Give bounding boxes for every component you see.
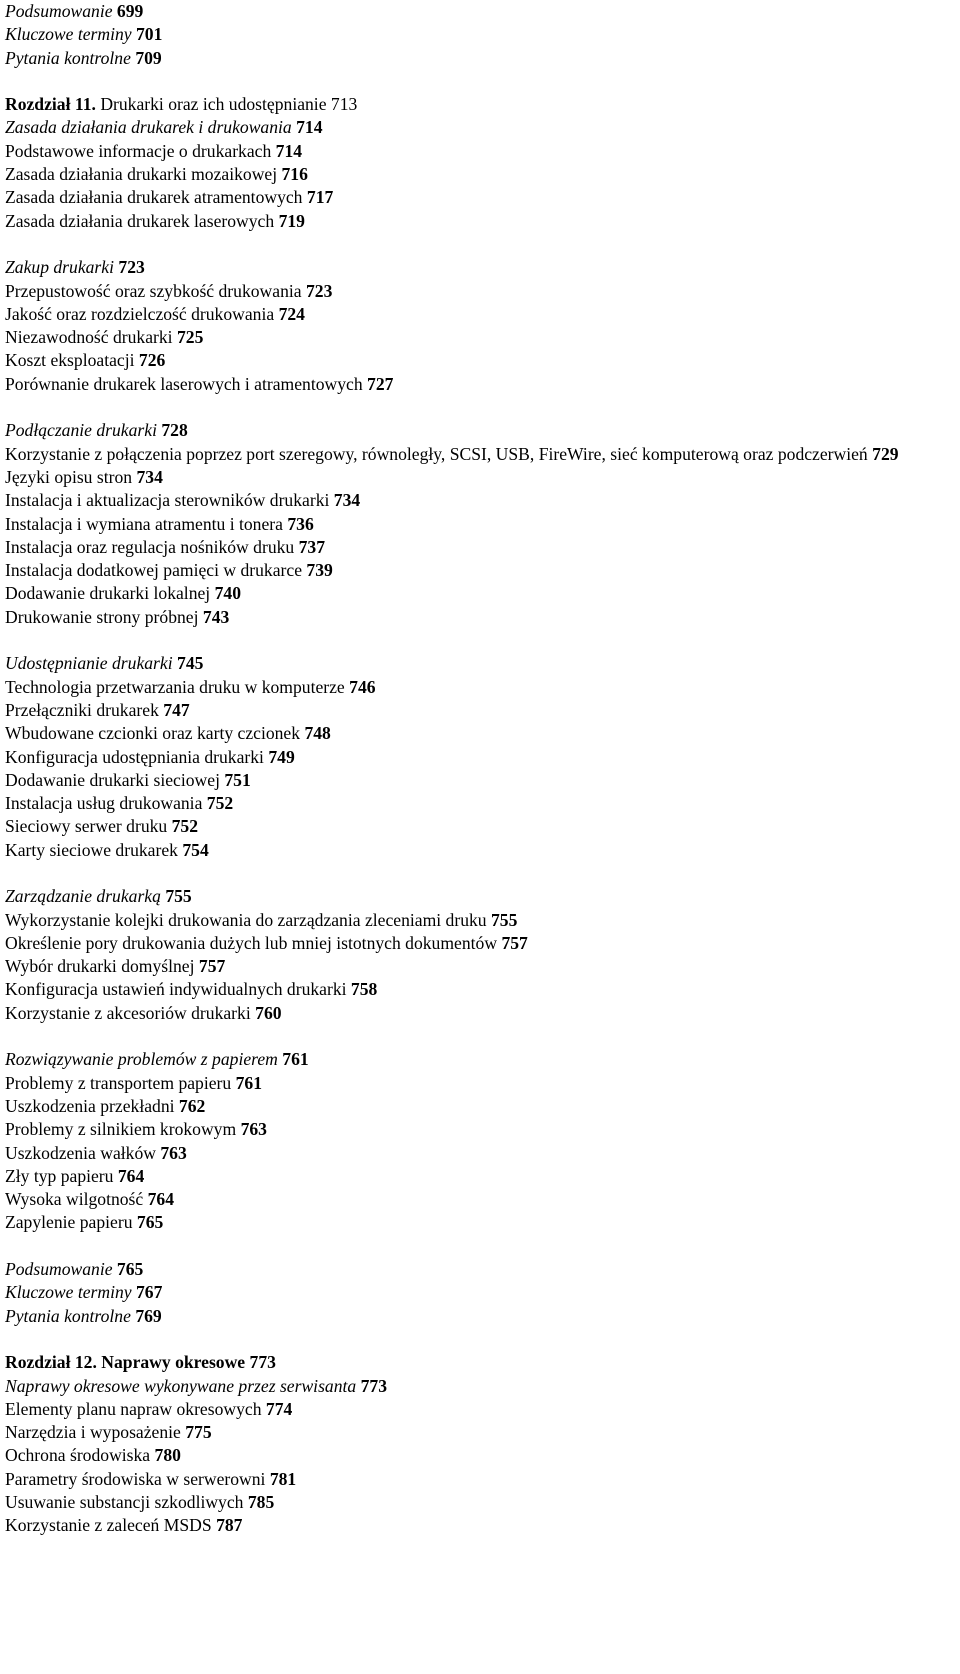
toc-entry <box>5 1072 960 1095</box>
entry-title: Podłączanie drukarki <box>5 420 157 441</box>
toc-entry <box>5 349 960 372</box>
page-number: 752 <box>206 793 234 814</box>
chapter-number: Rozdział 12. <box>5 1352 97 1373</box>
page-number: 734 <box>333 490 361 511</box>
toc-entry <box>5 792 960 815</box>
toc-section-heading <box>5 0 960 23</box>
entry-title: Drukowanie strony próbnej <box>5 606 199 627</box>
toc-entry <box>5 513 960 536</box>
toc-section-heading <box>5 1305 960 1328</box>
section-spacer <box>5 629 960 652</box>
page-number: 734 <box>136 466 163 487</box>
page-number: 728 <box>161 420 188 441</box>
toc-entry <box>5 280 960 303</box>
toc-entry <box>5 746 960 769</box>
toc-entry <box>5 1444 960 1467</box>
entry-title: Dodawanie drukarki lokalnej <box>5 583 211 604</box>
entry-title: Parametry środowiska w serwerowni <box>5 1468 266 1489</box>
toc-entry <box>5 978 960 1001</box>
page-number: 763 <box>240 1119 267 1140</box>
section-spacer <box>5 1025 960 1048</box>
toc-entry <box>5 1421 960 1444</box>
toc-entry <box>5 932 960 955</box>
entry-title: Naprawy okresowe <box>101 1352 246 1373</box>
page-number: 787 <box>216 1515 243 1536</box>
entry-title: Zasada działania drukarki mozaikowej <box>5 164 278 185</box>
toc-entry <box>5 1165 960 1188</box>
page-number: 719 <box>278 210 305 231</box>
toc-entry <box>5 303 960 326</box>
entry-title: Korzystanie z połączenia poprzez port szeregowy, równoległy, SCSI, USB, FireWire, sieć komputerową oraz podczerwień <box>5 443 868 464</box>
page-number: 729 <box>872 443 899 464</box>
entry-title: Porównanie drukarek laserowych i atramentowych <box>5 373 363 394</box>
page-number: 747 <box>163 699 190 720</box>
entry-title: Instalacja i aktualizacja sterowników drukarki <box>5 490 330 511</box>
section-spacer <box>5 233 960 256</box>
entry-title: Naprawy okresowe wykonywane przez serwisanta <box>5 1375 357 1396</box>
toc-entry <box>5 1095 960 1118</box>
entry-title: Zarządzanie drukarką <box>5 886 161 907</box>
page-number: 755 <box>165 886 192 907</box>
entry-title: Korzystanie z zaleceń MSDS <box>5 1515 212 1536</box>
toc-entry <box>5 1142 960 1165</box>
toc-entry <box>5 1468 960 1491</box>
toc-entry <box>5 466 960 489</box>
page-number: 757 <box>198 956 226 977</box>
entry-title: Problemy z silnikiem krokowym <box>5 1119 237 1140</box>
page-number: 773 <box>360 1375 387 1396</box>
page-number: 781 <box>269 1468 297 1489</box>
entry-title: Przepustowość oraz szybkość drukowania <box>5 280 302 301</box>
toc-entry <box>5 1211 960 1234</box>
entry-title: Zasada działania drukarek atramentowych <box>5 187 303 208</box>
page-number: 736 <box>287 513 314 534</box>
page-number: 745 <box>177 653 204 674</box>
toc-entry <box>5 373 960 396</box>
page-number: 739 <box>306 560 333 581</box>
toc-section-heading <box>5 1258 960 1281</box>
toc-section <box>5 256 960 396</box>
toc-entry <box>5 955 960 978</box>
entry-title: Usuwanie substancji szkodliwych <box>5 1492 244 1512</box>
page-number: 740 <box>214 583 241 604</box>
entry-title: Konfiguracja ustawień indywidualnych drukarki <box>5 979 347 1000</box>
toc-entry <box>5 140 960 163</box>
page-number: 761 <box>282 1049 309 1070</box>
page-number: 765 <box>136 1212 164 1233</box>
entry-title: Narzędzia i wyposażenie <box>5 1422 181 1443</box>
entry-title: Przełączniki drukarek <box>5 699 159 720</box>
entry-title: Kluczowe terminy <box>5 24 132 45</box>
page-number: 751 <box>224 769 251 790</box>
entry-title: Pytania kontrolne <box>5 47 131 68</box>
entry-title: Zły typ papieru <box>5 1165 114 1186</box>
entry-title: Zasada działania drukarek laserowych <box>5 210 275 231</box>
toc-entry <box>5 536 960 559</box>
entry-title: Instalacja dodatkowej pamięci w drukarce <box>5 560 303 581</box>
toc-entry <box>5 559 960 582</box>
toc-section-heading <box>5 1281 960 1304</box>
toc-section <box>5 885 960 1025</box>
page-number: 713 <box>330 94 358 115</box>
toc-section <box>5 419 960 629</box>
entry-title: Koszt eksploatacji <box>5 350 135 371</box>
entry-title: Uszkodzenia wałków <box>5 1142 156 1163</box>
toc-entry <box>5 839 960 862</box>
toc-section <box>5 1258 960 1328</box>
toc-entry <box>5 443 955 466</box>
page-number: 717 <box>306 187 334 208</box>
entry-title: Zapylenie papieru <box>5 1212 133 1233</box>
page-number: 761 <box>235 1072 263 1093</box>
page-number: 746 <box>349 676 376 697</box>
page-number: 724 <box>278 303 305 324</box>
entry-title: Technologia przetwarzania druku w komputerze <box>5 676 345 697</box>
entry-title: Pytania kontrolne <box>5 1305 131 1326</box>
page-number: 701 <box>135 24 163 45</box>
entry-title: Wysoka wilgotność <box>5 1189 144 1210</box>
toc-entry <box>5 676 960 699</box>
toc-entry <box>5 326 960 349</box>
entry-title: Instalacja oraz regulacja nośników druku <box>5 536 295 557</box>
page-number: 785 <box>247 1492 275 1512</box>
page-number: 716 <box>281 164 308 185</box>
entry-title: Jakość oraz rozdzielczość drukowania <box>5 303 275 324</box>
section-spacer <box>5 70 960 93</box>
toc-entry <box>5 699 960 722</box>
entry-title: Wybór drukarki domyślnej <box>5 956 195 977</box>
toc-section <box>5 93 960 233</box>
entry-title: Problemy z transportem papieru <box>5 1072 232 1093</box>
chapter-number: Rozdział 11. <box>5 94 96 115</box>
page-number: 764 <box>147 1189 175 1210</box>
entry-title: Wbudowane czcionki oraz karty czcionek <box>5 723 301 744</box>
toc-section-heading <box>5 116 960 139</box>
page-number: 762 <box>178 1095 206 1116</box>
toc-section-heading <box>5 419 960 442</box>
page-number: 749 <box>268 746 295 767</box>
entry-title: Wykorzystanie kolejki drukowania do zarządzania zleceniami druku <box>5 909 487 930</box>
page-number: 699 <box>116 1 144 21</box>
page-number: 726 <box>138 350 166 371</box>
section-spacer <box>5 396 960 419</box>
page-number: 765 <box>116 1259 144 1280</box>
entry-title: Instalacja usług drukowania <box>5 793 203 814</box>
entry-title: Rozwiązywanie problemów z papierem <box>5 1049 278 1070</box>
toc-entry <box>5 1398 960 1421</box>
section-spacer <box>5 862 960 885</box>
entry-title: Niezawodność drukarki <box>5 327 173 348</box>
toc-entry <box>5 489 960 512</box>
page-number: 725 <box>176 327 204 348</box>
toc-section <box>5 1351 960 1537</box>
entry-title: Korzystanie z akcesoriów drukarki <box>5 1002 251 1023</box>
toc-section-heading <box>5 23 960 46</box>
toc-entry <box>5 1118 960 1141</box>
toc-entry <box>5 1514 960 1537</box>
page-number: 774 <box>265 1398 293 1419</box>
page-number: 757 <box>501 932 528 953</box>
entry-title: Języki opisu stron <box>5 466 133 487</box>
entry-title: Ochrona środowiska <box>5 1445 151 1466</box>
toc-section <box>5 652 960 862</box>
toc-entry <box>5 163 960 186</box>
page-number: 714 <box>275 140 303 161</box>
page-number: 714 <box>296 117 323 138</box>
page-number: 709 <box>135 47 162 68</box>
toc-entry <box>5 1188 960 1211</box>
entry-title: Sieciowy serwer druku <box>5 816 168 837</box>
toc-entry <box>5 722 960 745</box>
toc-section-heading <box>5 1375 960 1398</box>
toc-section-heading <box>5 652 960 675</box>
page-number: 760 <box>255 1002 282 1023</box>
toc-entry <box>5 1002 960 1025</box>
page-number: 780 <box>154 1445 181 1466</box>
toc-chapter-heading <box>5 1351 960 1374</box>
toc-entry <box>5 210 960 233</box>
page-number: 767 <box>135 1282 163 1303</box>
toc-entry <box>5 815 960 838</box>
entry-title: Podsumowanie <box>5 1 113 21</box>
page-number: 755 <box>491 909 518 930</box>
entry-title: Zasada działania drukarek i drukowania <box>5 117 292 138</box>
page-number: 775 <box>185 1422 212 1443</box>
entry-title: Kluczowe terminy <box>5 1282 132 1303</box>
section-spacer <box>5 1235 960 1258</box>
toc-entry <box>5 606 960 629</box>
toc-section <box>5 0 960 70</box>
entry-title: Drukarki oraz ich udostępnianie <box>100 94 327 115</box>
page-number: 773 <box>249 1352 276 1373</box>
entry-title: Dodawanie drukarki sieciowej <box>5 769 220 790</box>
toc-section-heading <box>5 1048 960 1071</box>
page-number: 723 <box>118 257 145 278</box>
page-number: 764 <box>117 1165 145 1186</box>
page-number: 769 <box>135 1305 162 1326</box>
entry-title: Uszkodzenia przekładni <box>5 1095 175 1116</box>
entry-title: Podstawowe informacje o drukarkach <box>5 140 272 161</box>
entry-title: Udostępnianie drukarki <box>5 653 173 674</box>
entry-title: Karty sieciowe drukarek <box>5 839 178 860</box>
entry-title: Konfiguracja udostępniania drukarki <box>5 746 264 767</box>
toc-section-heading <box>5 885 960 908</box>
toc-entry <box>5 769 960 792</box>
page-number: 763 <box>160 1142 187 1163</box>
page-number: 752 <box>171 816 199 837</box>
entry-title: Podsumowanie <box>5 1259 113 1280</box>
toc-section-heading <box>5 47 960 70</box>
page-number: 723 <box>305 280 333 301</box>
toc-entry <box>5 1491 960 1514</box>
page-number: 748 <box>304 723 331 744</box>
toc-section-heading <box>5 256 960 279</box>
page-number: 743 <box>202 606 230 627</box>
section-spacer <box>5 1328 960 1351</box>
entry-title: Instalacja i wymiana atramentu i tonera <box>5 513 283 534</box>
toc-section <box>5 1048 960 1234</box>
page-number: 727 <box>367 373 394 394</box>
page-number: 737 <box>298 536 326 557</box>
toc-entry <box>5 186 960 209</box>
toc-chapter-heading <box>5 93 960 116</box>
toc-entry <box>5 582 960 605</box>
entry-title: Określenie pory drukowania dużych lub mniej istotnych dokumentów <box>5 932 498 953</box>
page-number: 754 <box>182 839 209 860</box>
entry-title: Zakup drukarki <box>5 257 114 278</box>
toc-entry <box>5 909 960 932</box>
entry-title: Elementy planu napraw okresowych <box>5 1398 262 1419</box>
page-number: 758 <box>350 979 378 1000</box>
table-of-contents <box>5 0 960 1538</box>
